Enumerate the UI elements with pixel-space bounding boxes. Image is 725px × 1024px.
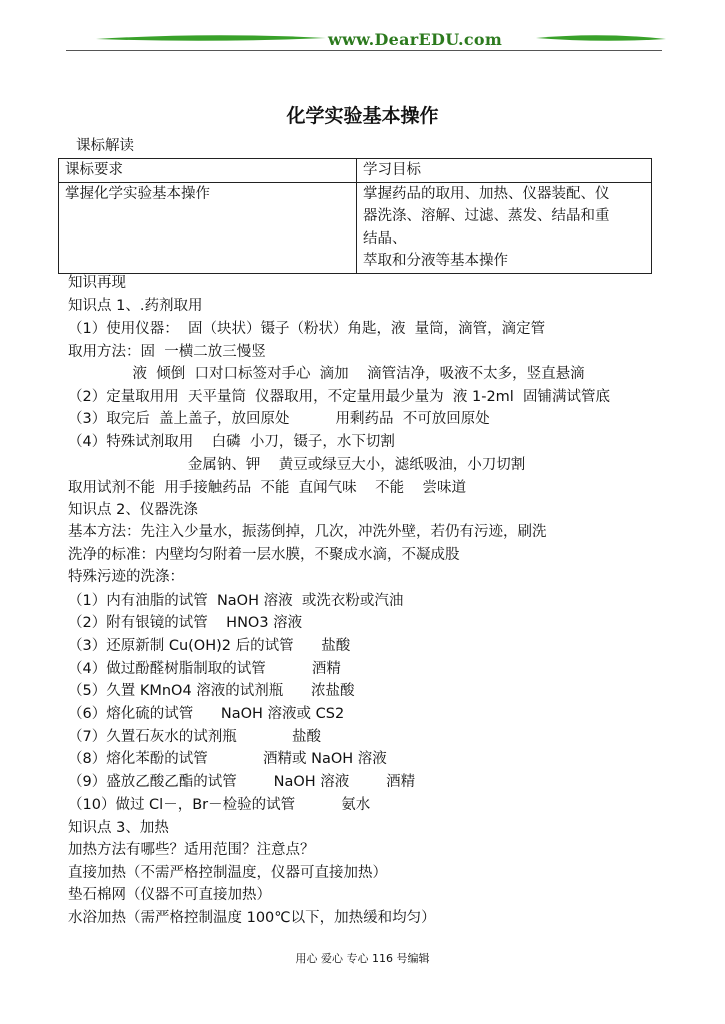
text-line: （3）还原新制 Cu(OH)2 后的试管 盐酸 [68,638,351,654]
text-line: （4）做过酚醛树脂制取的试管 酒精 [68,661,341,677]
table-cell-line: 萃取和分液等基本操作 [363,253,508,269]
table-row [59,182,652,273]
table-cell-line: 掌握药品的取用、加热、仪器装配、仪 [363,185,610,202]
text-line: （6）熔化硫的试管 NaOH 溶液或 CS2 [68,706,345,722]
header-rule [66,50,662,51]
page-footer: 用心 爱心 专心 116 号编辑 [295,952,430,965]
table-cell-line: 结晶、 [363,230,407,247]
site-logo-text: www.DearEDU.com [328,30,503,49]
text-line: 洗净的标准：内壁均匀附着一层水膜，不聚成水滴，不凝成股 [68,547,460,563]
text-line: 金属钠、钾 黄豆或绿豆大小，滤纸吸油，小刀切割 [68,457,526,473]
text-line: （2）定量取用用 天平量筒 仪器取用，不定量用最少量为 液 1-2ml 固铺满试管底 [68,389,611,405]
table-cell [357,182,652,273]
text-line: 取用方法：固 一横二放三慢竖 [68,344,266,360]
standards-table [58,158,652,274]
text-line: （9）盛放乙酸乙酯的试管 NaOH 溶液 酒精 [68,774,416,790]
table-header-cell: 课标要求 [59,159,357,183]
text-line: 知识点 1、.药剂取用 [68,298,203,314]
page-title: 化学实验基本操作 [286,105,439,127]
text-line: （1）使用仪器： 固（块状）镊子（粉状）角匙，液 量筒，滴管，滴定管 [68,321,546,337]
text-line: 垫石棉网（仪器不可直接加热） [68,887,271,903]
section-label: 课标解读 [76,138,134,154]
page-header [66,28,662,56]
text-line: （7）久置石灰水的试剂瓶 盐酸 [68,729,322,745]
text-line: 直接加热（不需严格控制温度，仪器可直接加热） [68,865,387,881]
table-cell: 掌握化学实验基本操作 [59,182,357,273]
text-line: （3）取完后 盖上盖子，放回原处 用剩药品 不可放回原处 [68,411,490,427]
table-header-cell: 学习目标 [357,159,652,183]
text-line: 特殊污迹的洗涤： [68,569,184,585]
swoosh-decoration-left [96,34,326,44]
table-header-row [59,159,652,183]
text-line: 取用试剂不能 用手接触药品 不能 直闻气味 不能 尝味道 [68,480,467,496]
text-line: （4）特殊试剂取用 白磷 小刀，镊子，水下切割 [68,434,395,450]
text-line: 水浴加热（需严格控制温度 100℃以下，加热缓和均匀） [68,910,436,926]
text-line: （10）做过 Cl－，Br－检验的试管 氨水 [68,797,371,813]
text-line: （1）内有油脂的试管 NaOH 溶液 或洗衣粉或汽油 [68,593,404,609]
table-cell-line: 器洗涤、溶解、过滤、蒸发、结晶和重 [363,208,610,224]
text-line: 知识再现 [68,275,126,291]
text-line: 知识点 3、加热 [68,820,169,836]
text-line: 加热方法有哪些？适用范围？注意点？ [68,842,315,858]
swoosh-decoration-right [536,34,666,44]
text-line: （2）附有银镜的试管 HNO3 溶液 [68,615,303,631]
text-line: 知识点 2、仪器洗涤 [68,502,198,518]
text-line: 液 倾倒 口对口标签对手心 滴加 滴管洁净，吸液不太多，竖直悬滴 [68,366,585,382]
text-line: （8）熔化苯酚的试管 酒精或 NaOH 溶液 [68,751,387,767]
text-line: （5）久置 KMnO4 溶液的试剂瓶 浓盐酸 [68,683,355,699]
text-line: 基本方法：先注入少量水，振荡倒掉，几次，冲洗外壁，若仍有污迹，刷洗 [68,524,547,540]
